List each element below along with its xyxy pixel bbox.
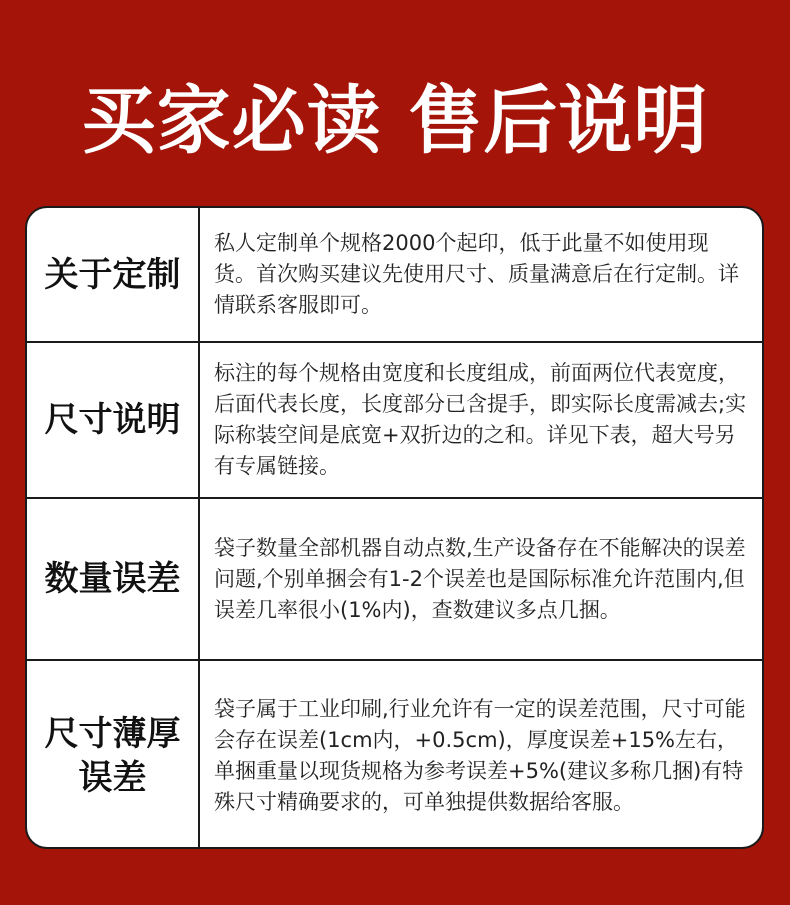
row-text (214, 208, 748, 341)
info-table (25, 206, 764, 849)
table-row (27, 341, 762, 497)
row-label: 数量误差 (27, 499, 200, 659)
page-title: 买家必读 售后说明 (81, 78, 709, 164)
row-text (214, 343, 748, 497)
row-text (214, 661, 748, 849)
row-label: 关于定制 (27, 208, 200, 341)
table-row (27, 497, 762, 659)
row-text-content: 标注的每个规格由宽度和长度组成，前面两位代表宽度，后面代表长度，长度部分已含提手，即实际长度需减去;实际称装空间是底宽+双折边的之和。详见下表，超大号另有专属链接。 (214, 361, 747, 478)
row-label: 尺寸薄厚误差 (27, 661, 200, 849)
row-label: 尺寸说明 (27, 343, 200, 497)
table-row (27, 208, 762, 341)
row-text-content: 袋子数量全部机器自动点数,生产设备存在不能解决的误差问题,个别单捆会有1-2个误差也是国际标准允许范围内,但误差几率很小(1%内)，查数建议多点几捆。 (214, 535, 746, 622)
row-text-content: 私人定制单个规格2000个起印，低于此量不如使用现货。首次购买建议先使用尺寸、质量满意后在行定制。详情联系客服即可。 (214, 231, 739, 317)
row-text-content: 袋子属于工业印刷,行业允许有一定的误差范围，尺寸可能会存在误差(1cm内，+0.5cm)，厚度误差+15%左右，单捆重量以现货规格为参考误差+5%(建议多称几捆)有特殊尺寸精确要求的，可单独提供数据给客服。 (214, 697, 746, 814)
table-row (27, 659, 762, 849)
row-text (214, 499, 748, 659)
